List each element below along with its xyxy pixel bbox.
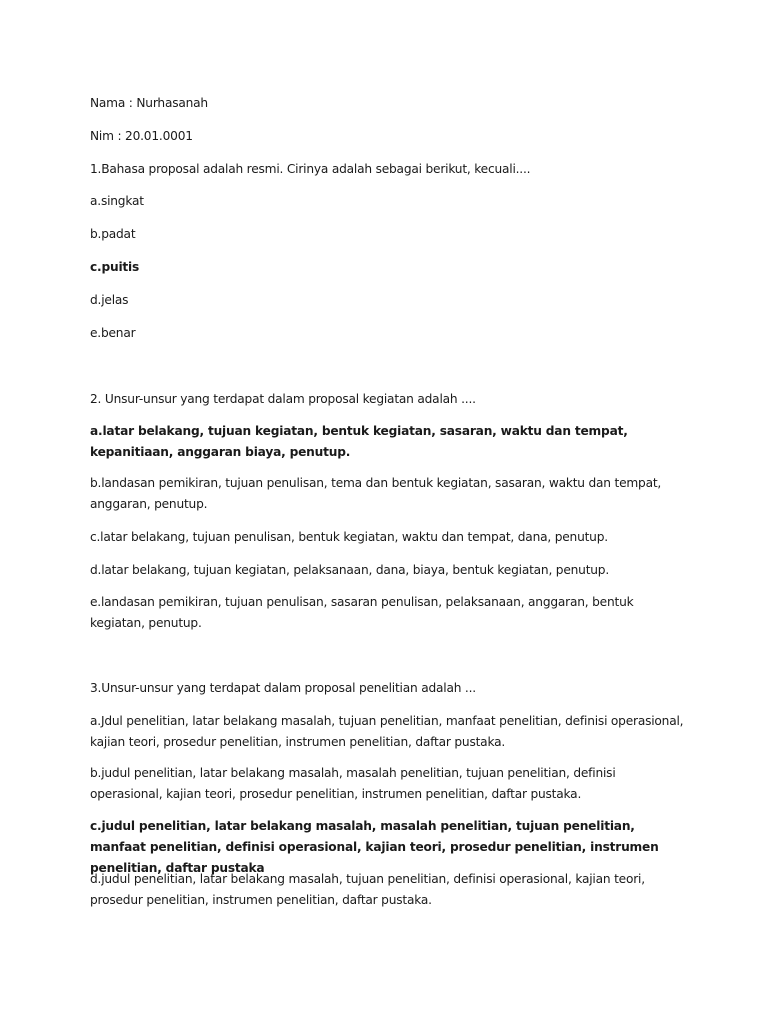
question-3-option-c: c.judul penelitian, latar belakang masalah, masalah penelitian, tujuan penelitian, manfaat penelitian, definisi operasional, kajian teori, prosedur penelitian, instrumen penelitian, daftar pustaka	[90, 819, 659, 875]
question-2-text: 2. Unsur-unsur yang terdapat dalam proposal kegiatan adalah ....	[90, 392, 476, 406]
question-1-option-e: e.benar	[90, 326, 136, 340]
question-2-option-c: c.latar belakang, tujuan penulisan, bentuk kegiatan, waktu dan tempat, dana, penutup.	[90, 530, 608, 544]
question-1-option-d: d.jelas	[90, 293, 129, 307]
question-1-option-b: b.padat	[90, 227, 136, 241]
question-2-option-a: a.latar belakang, tujuan kegiatan, bentuk kegiatan, sasaran, waktu dan tempat, kepanitiaan, anggaran biaya, penutup.	[90, 424, 628, 459]
student-name: Nama : Nurhasanah	[90, 96, 208, 110]
student-nim: Nim : 20.01.0001	[90, 129, 193, 143]
question-1-option-a: a.singkat	[90, 194, 144, 208]
question-3-option-a: a.Jdul penelitian, latar belakang masalah, tujuan penelitian, manfaat penelitian, definisi operasional, kajian teori, prosedur penelitian, instrumen penelitian, daftar pustaka.	[90, 714, 684, 749]
question-3-option-b: b.judul penelitian, latar belakang masalah, masalah penelitian, tujuan penelitian, definisi operasional, kajian teori, prosedur penelitian, instrumen penelitian, daftar pustaka.	[90, 766, 616, 801]
question-2-option-d: d.latar belakang, tujuan kegiatan, pelaksanaan, dana, biaya, bentuk kegiatan, penutup.	[90, 563, 610, 577]
question-1-text: 1.Bahasa proposal adalah resmi. Cirinya adalah sebagai berikut, kecuali....	[90, 162, 531, 176]
question-3-text: 3.Unsur-unsur yang terdapat dalam proposal penelitian adalah ...	[90, 681, 476, 695]
question-3-option-d: d.judul penelitian, latar belakang masalah, tujuan penelitian, definisi operasional, kajian teori, prosedur penelitian, instrumen penelitian, daftar pustaka.	[90, 872, 645, 907]
question-2-option-b: b.landasan pemikiran, tujuan penulisan, tema dan bentuk kegiatan, sasaran, waktu dan tempat, anggaran, penutup.	[90, 476, 662, 511]
question-1-option-c: c.puitis	[90, 260, 140, 274]
question-2-option-e: e.landasan pemikiran, tujuan penulisan, sasaran penulisan, pelaksanaan, anggaran, bentuk kegiatan, penutup.	[90, 595, 634, 630]
